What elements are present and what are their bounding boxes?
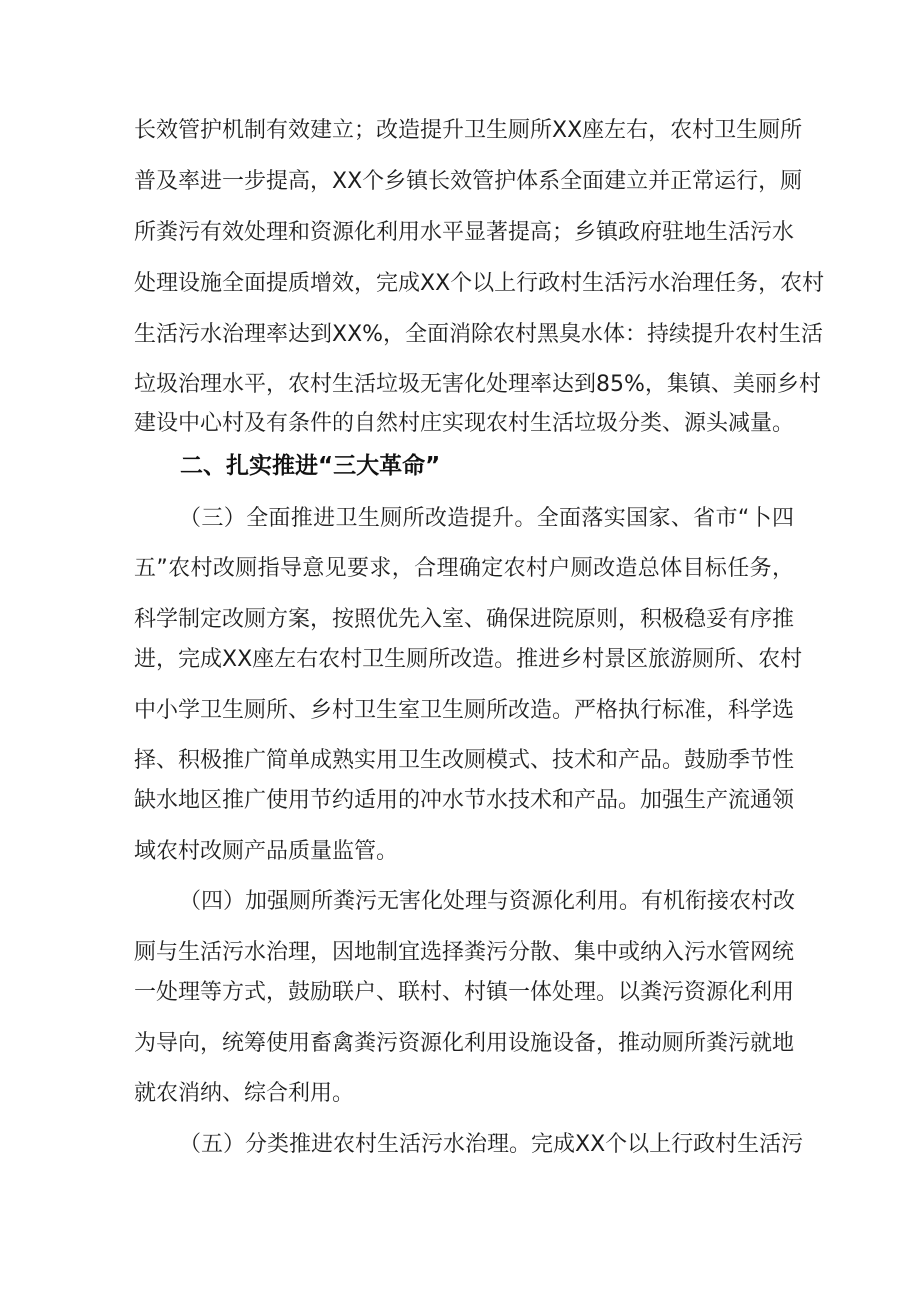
paragraph-3-line-4: 为导向，统筹使用畜禽粪污资源化利用设施设备，推动厕所粪污就地 <box>134 1031 795 1056</box>
paragraph-1-line-5: 生活污水治理率达到XX%，全面消除农村黑臭水体：持续提升农村生活 <box>134 322 824 347</box>
paragraph-2-line-5: 中小学卫生厕所、乡村卫生室卫生厕所改造。严格执行标准，科学选 <box>134 698 795 723</box>
paragraph-2-line-2: 五”农村改厕指导意见要求，合理确定农村户厕改造总体目标任务， <box>134 556 794 581</box>
paragraph-2-line-8: 域农村改厕产品质量监管。 <box>134 839 399 864</box>
paragraph-2-line-3: 科学制定改厕方案，按照优先入室、确保进院原则，积极稳妥有序推 <box>134 607 795 632</box>
paragraph-1-line-3: 所粪污有效处理和资源化利用水平显著提高；乡镇政府驻地生活污水 <box>134 220 795 245</box>
paragraph-4-line-1: （五）分类推进农村生活污水治理。完成XX个以上行政村生活污 <box>179 1132 804 1157</box>
paragraph-2-line-1: （三）全面推进卫生厕所改造提升。全面落实国家、省市“卜四 <box>179 506 794 531</box>
paragraph-3-line-2: 厕与生活污水治理，因地制宜选择粪污分散、集中或纳入污水管网统 <box>134 940 795 965</box>
paragraph-1-line-4: 处理设施全面提质增效，完成XX个以上行政村生活污水治理任务，农村 <box>134 271 825 296</box>
paragraph-3-line-3: 一处理等方式，鼓励联户、联村、村镇一体处理。以粪污资源化利用 <box>134 980 795 1005</box>
paragraph-1-line-7: 建设中心村及有条件的自然村庄实现农村生活垃圾分类、源头减量。 <box>134 411 795 436</box>
paragraph-1-line-6: 垃圾治理水平，农村生活垃圾无害化处理率达到85%，集镇、美丽乡村 <box>134 372 821 397</box>
paragraph-3-line-1: （四）加强厕所粪污无害化处理与资源化利用。有机衔接农村改 <box>179 889 796 914</box>
paragraph-2-line-4: 进，完成XX座左右农村卫生厕所改造。推进乡村景区旅游厕所、农村 <box>134 647 803 672</box>
paragraph-2-line-7: 缺水地区推广使用节约适用的冲水节水技术和产品。加强生产流通领 <box>134 788 795 813</box>
paragraph-1-line-2: 普及率进一步提高，XX个乡镇长效管护体系全面建立并正常运行，厕 <box>134 169 803 194</box>
paragraph-1-line-1: 长效管护机制有效建立；改造提升卫生厕所XX座左右，农村卫生厕所 <box>134 118 803 143</box>
paragraph-2-line-6: 择、积极推广简单成熟实用卫生改厕模式、技术和产品。鼓励季节性 <box>134 748 795 773</box>
section-heading: 二、扎实推进“三大革命” <box>180 453 441 479</box>
paragraph-3-line-5: 就农消纳、综合利用。 <box>134 1081 355 1106</box>
